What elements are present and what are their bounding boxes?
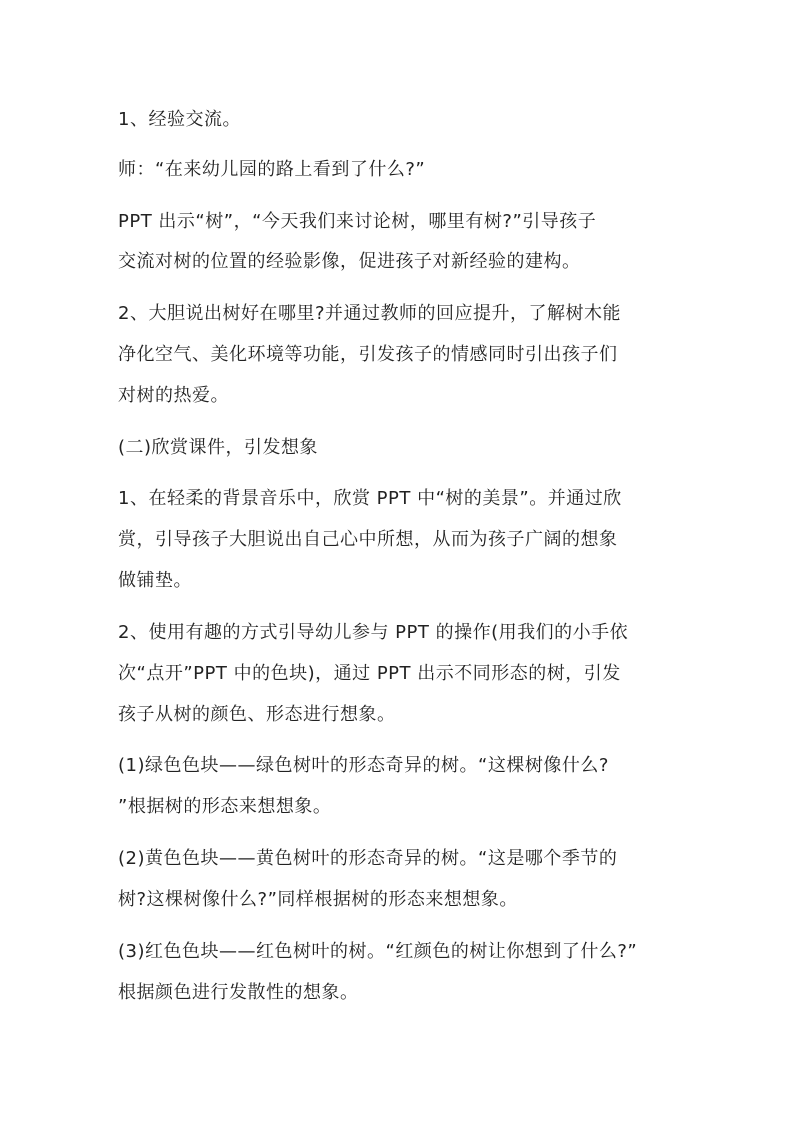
text-line: 1、经验交流。	[118, 109, 241, 130]
text-line: 2、大胆说出树好在哪里?并通过教师的回应提升，了解树木能	[118, 303, 622, 324]
text-line: 根据颜色进行发散性的想象。	[118, 982, 359, 1003]
text-line: 师：“在来幼儿园的路上看到了什么?”	[118, 159, 426, 180]
text-line: (3)红色色块——红色树叶的树。“红颜色的树让你想到了什么?”	[118, 941, 638, 962]
text-line: 1、在轻柔的背景音乐中，欣赏 PPT 中“树的美景”。并通过欣	[118, 488, 622, 509]
text-line: 次“点开”PPT 中的色块)，通过 PPT 出示不同形态的树，引发	[118, 663, 621, 684]
section-heading: (二)欣赏课件，引发想象	[118, 437, 319, 458]
text-line: 做铺垫。	[118, 570, 192, 591]
text-line: 赏，引导孩子大胆说出自己心中所想，从而为孩子广阔的想象	[118, 529, 618, 550]
text-line: 树?这棵树像什么?”同样根据树的形态来想想象。	[118, 889, 518, 910]
text-line: ”根据树的形态来想想象。	[118, 796, 332, 817]
text-line: PPT 出示“树”，“今天我们来讨论树，哪里有树?”引导孩子	[118, 211, 597, 232]
text-line: (1)绿色色块——绿色树叶的形态奇异的树。“这棵树像什么?	[118, 755, 609, 776]
text-line: 对树的热爱。	[118, 385, 229, 406]
text-line: 2、使用有趣的方式引导幼儿参与 PPT 的操作(用我们的小手依	[118, 622, 629, 643]
text-line: 孩子从树的颜色、形态进行想象。	[118, 704, 396, 725]
text-line: 净化空气、美化环境等功能，引发孩子的情感同时引出孩子们	[118, 344, 618, 365]
text-line: (2)黄色色块——黄色树叶的形态奇异的树。“这是哪个季节的	[118, 848, 618, 869]
text-line: 交流对树的位置的经验影像，促进孩子对新经验的建构。	[118, 251, 581, 272]
